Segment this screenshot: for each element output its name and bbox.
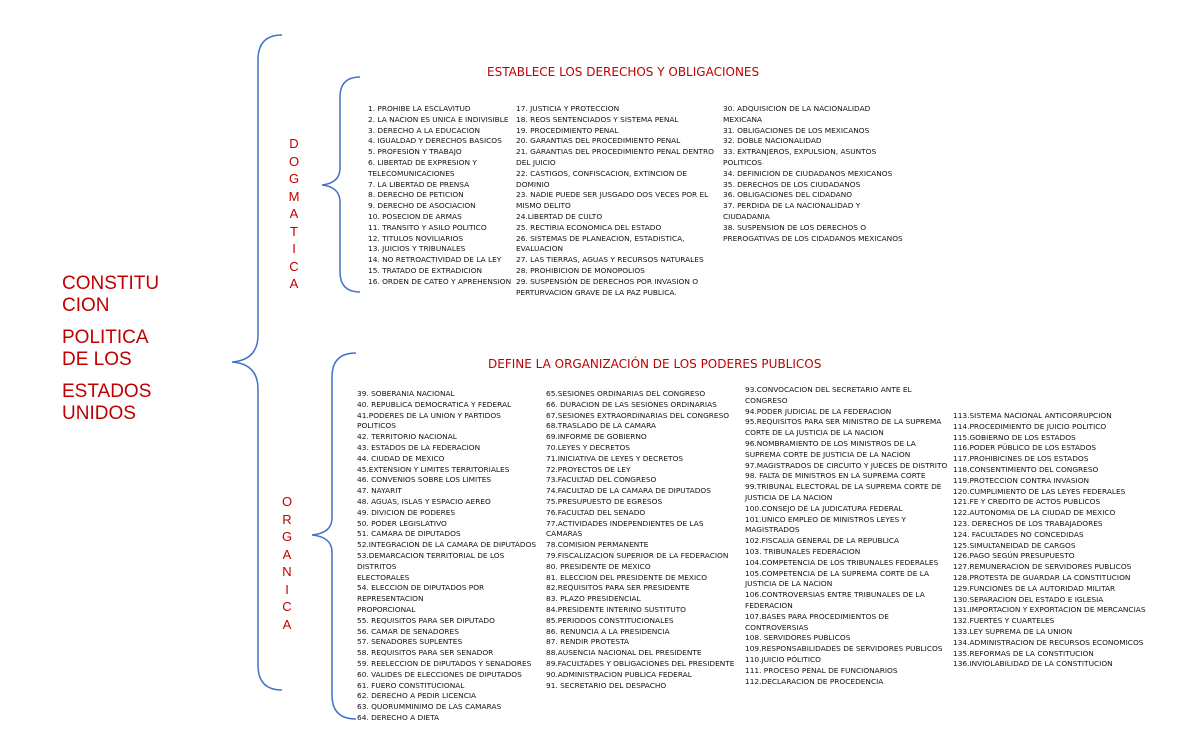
article-line: 58. REQUISITOS PARA SER SENADOR [357, 648, 494, 658]
label-letter: O [288, 153, 300, 169]
article-line: SUPREMA CORTE DE JUSTICIA DE LA NACION [745, 449, 911, 459]
article-line: 21. GARANTIAS DEL PROCEDIMIENTO PENAL DENTRO [516, 147, 715, 157]
organica-column [357, 389, 542, 724]
article-line: 18. REOS SENTENCIADOS Y SISTEMA PENAL [516, 114, 679, 124]
title-line: ESTADOS [62, 381, 152, 402]
dogmatica-column [368, 104, 513, 288]
title-line: CONSTITU [62, 273, 160, 294]
article-line: 123. DERECHOS DE LOS TRABAJADORES [953, 518, 1103, 528]
article-line: 100.CONSEJO DE LA JUDICATURA FEDERAL [745, 503, 903, 513]
article-line: 94.PODER JUDICIAL DE LA FEDERACION [745, 406, 892, 416]
article-line: 120.CUMPLIMIENTO DE LAS LEYES FEDERALES [953, 486, 1126, 496]
article-line: 3. DERECHO A LA EDUCACION [368, 125, 481, 135]
article-line: 35. DERECHOS DE LOS CIUDADANOS [723, 179, 861, 189]
label-letter: G [288, 171, 300, 186]
title-line: UNIDOS [62, 403, 136, 424]
article-line: 25. RECTIRIA ECONOMICA DEL ESTADO [516, 222, 662, 232]
article-line: 26. SISTEMAS DE PLANEACION, ESTADISTICA, [516, 233, 685, 243]
article-line: 57. SENADORES SUPLENTES [357, 637, 463, 647]
article-line: 64. DERECHO A DIETA [357, 712, 440, 722]
article-line: 54. ELECCION DE DIPUTADOS POR REPRESENTACION [357, 583, 485, 604]
article-line: 109.RESPONSABILIDADES DE SERVIDORES PUBLICOS [745, 644, 943, 654]
organica-column [953, 411, 1153, 670]
article-line: 70.LEYES Y DECRETOS [546, 442, 630, 452]
article-line: POLITICOS [723, 157, 762, 167]
main-brace [232, 35, 282, 690]
article-line: 78.COMISION PERMANENTE [546, 540, 649, 550]
article-line: 22. CASTIGOS, CONFISCACION, EXTINCION DE DOMINIO [516, 168, 687, 189]
article-line: 61. FUERO CONSTITUCIONAL [357, 680, 465, 690]
article-line: 130.SEPARACION DEL ESTADO E IGLESIA [953, 594, 1104, 604]
label-letter: I [285, 581, 289, 597]
article-line: 62. DERECHO A PEDIR LICENCIA [357, 691, 477, 701]
label-letter: A [282, 616, 292, 632]
article-line: 17. JUSTICIA Y PROTECCION [516, 104, 620, 113]
article-line: JUSTICIA DE LA NACION [745, 492, 833, 502]
article-line: 86. RENUNCIA A LA PRESIDENCIA [546, 626, 670, 636]
article-line: 38. SUSPENSION DE LOS DERECHOS O [723, 222, 867, 232]
article-line: 115.GOBIERNO DE LOS ESTADOS [953, 432, 1076, 442]
article-line: CONTROVERSIAS [745, 622, 809, 632]
label-letter: T [290, 223, 298, 239]
article-line: 36. OBLIGACIONES DEL CIDADANO [723, 190, 853, 200]
dogmatica-brace [322, 77, 360, 292]
article-line: 41.PODERES DE LA UNION Y PARTIDOS POLITICOS [357, 410, 501, 431]
title-line: POLITICA [62, 327, 149, 348]
article-line: 88.AUSENCIA NACIONAL DEL PRESIDENTE [546, 648, 702, 658]
article-line: PROPORCIONAL [357, 604, 416, 614]
article-line: 83. PLAZO PRESIDENCIAL [546, 594, 641, 604]
article-line: 101.UNICO EMPLEO DE MINISTROS LEYES Y [745, 514, 907, 524]
article-line: 9. DERECHO DE ASOCIACION [368, 201, 476, 211]
article-line: 30. ADQUISICION DE LA NACIONALIDAD MEXICANA [723, 104, 871, 124]
article-line: FEDERACION [745, 600, 793, 610]
article-line: 65.SESIONES ORDINARIAS DEL CONGRESO [546, 389, 706, 398]
article-line: 60. VALIDES DE ELECCIONES DE DIPUTADOS [357, 669, 522, 679]
article-line: 12. TITULOS NOVILIARIOS [368, 233, 464, 243]
article-line: 71.INICIATIVA DE LEYES Y DECRETOS [546, 453, 684, 463]
dogmatica-column [516, 104, 721, 298]
article-line: 110.JUICIO PÓLITICO [745, 654, 821, 664]
article-line: 80. PRESIDENTE DE MEXICO [546, 561, 651, 571]
label-letter: A [282, 546, 292, 562]
article-line: 44. CIUDAD DE MEXICO [357, 453, 445, 463]
article-line: 124. FACULTADES NO CONCEDIDAS [953, 529, 1084, 539]
article-line: 111. PROCESO PENAL DE FUNCIONARIOS [745, 665, 898, 675]
dogmatica-column [723, 104, 908, 244]
article-line: 91. SECRETARIO DEL DESPACHO [546, 680, 667, 690]
article-line: 105.COMPETENCIA DE LA SUPREMA CORTE DE LA [745, 568, 930, 578]
article-line: DEL JUICIO [516, 157, 556, 167]
article-line: 136.INVIOLABILIDAD DE LA CONSTITUCION [953, 659, 1113, 669]
article-line: 23. NADIE PUEDE SER JUSGADO DOS VECES POR EL [516, 190, 709, 200]
article-line: 49. DIVICION DE PODERES [357, 507, 456, 517]
article-line: 112.DECLARACION DE PROCEDENCIA [745, 676, 884, 686]
article-line: 116.PODER PÚBLICO DE LOS ESTADOS [953, 443, 1097, 453]
article-line: 13. JUICIOS Y TRIBUNALES [368, 244, 466, 254]
dogmatica-header: ESTABLECE LOS DERECHOS Y OBLIGACIONES [487, 65, 760, 79]
article-line: PERTURVACION GRAVE DE LA PAZ PUBLICA. [516, 287, 677, 297]
article-line: 32. DOBLE NACIONALIDAD [723, 136, 822, 146]
article-line: 133.LEY SUPREMA DE LA UNION [953, 626, 1073, 636]
article-line: 33. EXTRANJEROS, EXPULSION, ASUNTOS [723, 147, 877, 157]
article-line: 29. SUSPENSIÓN DE DERECHOS POR INVASION O [516, 276, 699, 286]
article-line: 1. PROHIBE LA ESCLAVITUD [368, 104, 471, 113]
article-line: 14. NO RETROACTIVIDAD DE LA LEY [368, 255, 502, 265]
article-line: MISMO DELITO [516, 201, 571, 211]
article-line: CAMARAS [546, 529, 583, 539]
article-line: 103. TRIBUNALES FEDERACION [745, 546, 861, 556]
article-line: 66. DURACION DE LAS SESIONES ORDINARIAS [546, 399, 717, 409]
article-line: 126.PAGO SEGÚN PRESUPUESTO [953, 551, 1075, 561]
label-letter: D [289, 136, 299, 151]
article-line: 99.TRIBUNAL ELECTORAL DE LA SUPREMA CORTE DE [745, 482, 942, 492]
article-line: 20. GARANTIAS DEL PROCEDIMIENTO PENAL [516, 136, 681, 146]
article-line: 89.FACULTADES Y OBLIGACIONES DEL PRESIDENTE [546, 658, 735, 668]
article-line: 81. ELECCION DEL PRESIDENTE DE MEXICO [546, 572, 708, 582]
label-letter: M [288, 188, 300, 204]
article-line: 69.INFORME DE GOBIERNO [546, 432, 647, 442]
article-line: 34. DEFINICION DE CIUDADANOS MEXICANOS [723, 168, 893, 178]
label-letter: N [282, 564, 292, 579]
article-line: PREROGATIVAS DE LOS CIDADANOS MEXICANOS [723, 233, 903, 243]
organica-column [546, 389, 742, 691]
article-line: 122.AUTONOMIA DE LA CIUDAD DE MEXICO [953, 508, 1116, 518]
label-letter: G [281, 529, 293, 544]
label-letter: A [289, 206, 299, 221]
article-line: 96.NOMBRAMIENTO DE LOS MINISTROS DE LA [745, 438, 916, 448]
article-line: 67.SESIONES EXTRAORDINARIAS DEL CONGRESO [546, 410, 730, 420]
article-line: 42. TERRITORIO NACIONAL [357, 432, 457, 442]
article-line: 46. CONVENIOS SOBRE LOS LIMITES [357, 475, 492, 485]
article-line: 84.PRESIDENTE INTERINO SUSTITUTO [546, 604, 686, 614]
dogmatica-label [284, 135, 304, 293]
main-title [62, 273, 172, 426]
article-line: 114.PROCEDIMIENTO DE JUICIO POLITICO [953, 421, 1107, 431]
article-line: JUSTICIA DE LA NACION [745, 579, 833, 589]
article-line: 85.PERIODOS CONSTITUCIONALES [546, 615, 674, 625]
article-line: 68.TRASLADO DE LA CAMARA [546, 421, 656, 431]
article-line: 43. ESTADOS DE LA FEDERACION [357, 442, 481, 452]
article-line: CONGRESO [745, 395, 788, 405]
label-letter: A [289, 276, 299, 291]
article-line: 95.REQUISITOS PARA SER MINISTRO DE LA SUPREMA [745, 417, 942, 427]
article-line: MAGISTRADOS [745, 525, 800, 535]
article-line: 135.REFORMAS DE LA CONSTITUCION [953, 648, 1094, 658]
article-line: CORTE DE LA JUSTICIA DE LA NACION [745, 428, 884, 438]
article-line: 6. LIBERTAD DE EXPRESION Y [368, 157, 477, 167]
article-line: 131.IMPORTACION Y EXPORTACION DE MERCANCIAS [953, 605, 1146, 615]
organica-column [745, 385, 950, 687]
article-line: 74.FACULTAD DE LA CAMARA DE DIPUTADOS [546, 486, 711, 496]
article-line: 79.FISCALIZACION SUPERIOR DE LA FEDERACION [546, 550, 729, 560]
article-line: 53.DEMARCACION TERRITORIAL DE LOS DISTRITOS [357, 550, 505, 571]
article-line: 2. LA NACION ES UNICA E INDIVISIBLE [368, 114, 509, 124]
article-line: 90.ADMINISTRACION PUBLICA FEDERAL [546, 669, 692, 679]
organica-brace [312, 353, 356, 719]
article-line: 102.FISCALIA GENERAL DE LA REPUBLICA [745, 536, 900, 546]
article-line: 4. IGUALDAD Y DERECHOS BASICOS [368, 136, 502, 146]
label-letter: O [281, 494, 293, 509]
article-line: 50. PODER LEGISLATIVO [357, 518, 447, 528]
article-line: 31. OBLIGACIONES DE LOS MEXICANOS [723, 125, 870, 135]
article-line: 10. POSECION DE ARMAS [368, 211, 462, 221]
article-line: 127.REMUNERACION DE SERVIDORES PUBLICOS [953, 562, 1132, 572]
article-line: 76.FACULTAD DEL SENADO [546, 507, 646, 517]
article-line: 82.REQUISITOS PARA SER PRESIDENTE [546, 583, 690, 593]
article-line: 51. CAMARA DE DIPUTADOS [357, 529, 461, 539]
article-line: 129.FUNCIONES DE LA AUTORIDAD MILITAR [953, 583, 1116, 593]
article-line: 19. PROCEDIMIENTO PENAL [516, 125, 619, 135]
article-line: 8. DERECHO DE PETICION [368, 190, 464, 200]
article-line: 77.ACTIVIDADES INDEPENDIENTES DE LAS [546, 518, 704, 528]
article-line: 73.FACULTAD DEL CONGRESO [546, 475, 657, 485]
article-line: 40. REPUBLICA DEMOCRATICA Y FEDERAL [357, 399, 512, 409]
article-line: 107.BASES PARA PROCEDIMIENTOS DE [745, 611, 889, 621]
label-letter: C [282, 599, 292, 614]
title-line: DE LOS [62, 349, 132, 370]
label-letter: C [289, 258, 299, 274]
article-line: 108. SERVIDORES PUBLICOS [745, 633, 851, 643]
article-line: 125.SIMULTANEIDAD DE CARGOS [953, 540, 1076, 550]
organica-header: DEFINE LA ORGANIZACIÓN DE LOS PODERES PUBLICOS [488, 357, 822, 371]
title-line: CION [62, 295, 110, 316]
article-line: 128.PROTESTA DE GUARDAR LA CONSTITUCION [953, 572, 1131, 582]
article-line: 45.EXTENSION Y LIMITES TERRITORIALES [357, 464, 510, 474]
article-line: ELECTORALES [357, 572, 410, 582]
article-line: 119.PROTECCION CONTRA INVASION [953, 475, 1090, 485]
article-line: 93.CONVOCACION DEL SECRETARIO ANTE EL [745, 385, 912, 394]
article-line: 118.CONSENTIMIENTO DEL CONGRESO [953, 464, 1099, 474]
article-line: 27. LAS TIERRAS, AGUAS Y RECURSOS NATURALES [516, 255, 704, 265]
article-line: EVALUACION [516, 244, 564, 254]
article-line: 37. PERDIDA DE LA NACIONALIDAD Y CIUDADANIA [723, 201, 861, 221]
article-line: 59. REELECCION DE DIPUTADOS Y SENADORES [357, 658, 532, 668]
article-line: 72.PROYECTOS DE LEY [546, 464, 631, 474]
article-line: 47. NAYARIT [357, 486, 402, 496]
article-line: 87. RENDIR PROTESTA [546, 637, 630, 647]
label-letter: I [292, 241, 296, 256]
article-line: TELECOMUNICACIONES [368, 168, 455, 178]
article-line: 7. LA LIBERTAD DE PRENSA [368, 179, 470, 189]
article-line: 55. REQUISITOS PARA SER DIPUTADO [357, 615, 495, 625]
article-line: 98. FALTA DE MINISTROS EN LA SUPREMA CORTE [745, 471, 926, 481]
label-letter: R [282, 511, 292, 527]
article-line: 56. CAMAR DE SENADORES [357, 626, 459, 636]
article-line: 15. TRATADO DE EXTRADICION [368, 265, 483, 275]
article-line: 132.FUERTES Y CUARTELES [953, 616, 1055, 626]
article-line: 52.INTEGRACION DE LA CAMARA DE DIPUTADOS [357, 540, 537, 550]
article-line: 104.COMPETENCIA DE LOS TRIBUNALES FEDERALES [745, 557, 939, 567]
organica-label [277, 493, 297, 633]
article-line: 28. PROHIBICION DE MONOPOLIOS [516, 265, 645, 275]
article-line: 5. PROFESION Y TRABAJO [368, 147, 462, 157]
article-line: 121.FE Y CREDITO DE ACTOS PUBLICOS [953, 497, 1101, 507]
article-line: 106.CONTROVERSIAS ENTRE TRIBUNALES DE LA [745, 590, 925, 600]
article-line: 16. ORDEN DE CATEO Y APREHENSION [368, 276, 512, 286]
article-line: 117.PROHIBICINES DE LOS ESTADOS [953, 454, 1089, 464]
article-line: 63. QUORUMMINIMO DE LAS CAMARAS [357, 702, 502, 712]
article-line: 48. AGUAS, ISLAS Y ESPACIO AEREO [357, 496, 491, 506]
article-line: 11. TRANSITO Y ASILO POLITICO [368, 222, 487, 232]
article-line: 97.MAGISTRADOS DE CIRCUITO Y JUECES DE DISTRITO [745, 460, 948, 470]
article-line: 24.LIBERTAD DE CULTO [516, 211, 603, 221]
article-line: 39. SOBERANIA NACIONAL [357, 389, 455, 398]
article-line: 75.PRESUPUESTO DE EGRESOS [546, 496, 663, 506]
article-line: 113.SISTEMA NACIONAL ANTICORRUPCION [953, 411, 1112, 420]
article-line: 134.ADMINISTRACION DE RECURSOS ECONOMICOS [953, 637, 1144, 647]
